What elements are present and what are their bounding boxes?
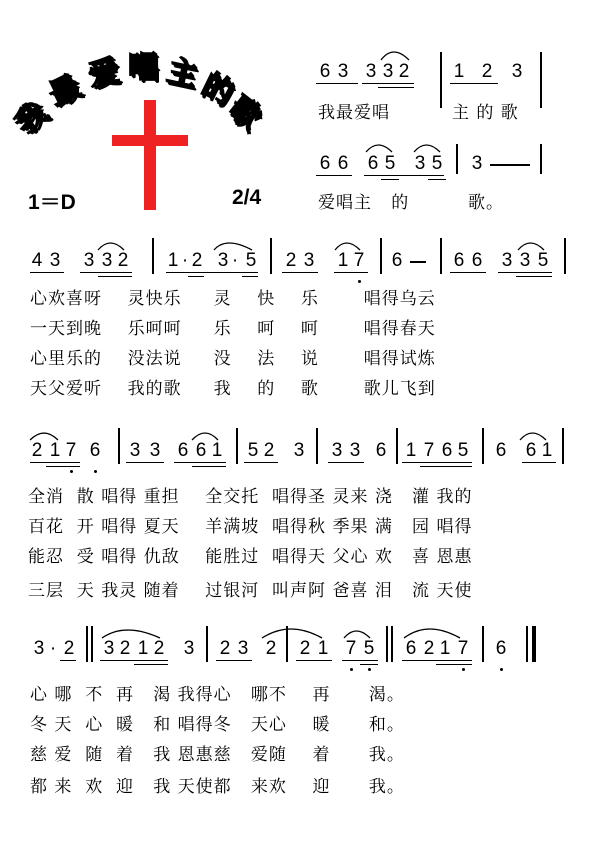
notation-line: 3 · 2 3 2 1 2 3 2 3 2 2 1 7 5 6 2 1 7 6 [30,638,570,664]
title-char: 我 [8,95,54,142]
slur [262,629,322,638]
verse-line: 全消 散 唱得 重担 全交托 唱得圣 灵来 浇 灌 我的 [28,487,473,507]
intro-lyric: 歌。 [468,193,504,213]
verse-line: 冬 天 心 暖 和 唱得冬 天心 暖 和。 [30,715,405,735]
note: 6 [319,153,331,174]
note: 3 [471,153,483,174]
note: 1 [453,61,465,82]
verse-line: 心 哪 不 再 渴 我得心 哪不 再 渴。 [30,685,405,705]
slur [518,243,544,250]
slur [192,433,218,440]
slur [404,629,460,638]
note: 6 [319,61,331,82]
title-char: 歌 [222,89,268,136]
intro-lyric: 爱唱主 的 [318,193,410,213]
title-char: 唱 [128,50,158,85]
verse-line: 三层 天 我灵 随着 过银河 叫声阿 爸喜 泪 流 天使 [28,581,473,601]
note: 3 [365,61,377,82]
time-signature: 2/4 [232,186,262,209]
verse-line: 都 来 欢 迎 我 天使都 来欢 迎 我。 [30,777,405,797]
slur [30,433,58,440]
slur [214,243,252,250]
notation-line: 4 3 3 3 2 1 · 2 3 · 5 2 3 1 7 6 6 6 3 3 5 [30,250,570,276]
title-char: 爱 [85,53,123,94]
slur [414,145,440,152]
slur [520,433,546,440]
verse-line: 天父爱听 我的歌 我 的 歌 歌儿飞到 [30,379,436,399]
key-signature: 1＝D [28,191,76,214]
note: 6 [337,153,349,174]
verse-line: 心里乐的 没法说 没 法 说 唱得试炼 [30,349,436,369]
slur [381,52,409,60]
slur [98,243,124,250]
slur [344,631,370,638]
verse-line: 百花 开 唱得 夏天 羊满坡 唱得秋 季果 满 园 唱得 [28,517,473,537]
slur [366,145,392,152]
note: 3 [382,61,394,82]
intro-lyric: 我最爱唱 [318,103,390,123]
title-char: 的 [196,66,239,112]
verse-line: 心欢喜呀 灵快乐 灵 快 乐 唱得乌云 [30,289,436,309]
note: 3 [337,61,349,82]
note: 3 [414,153,426,174]
note: 5 [431,153,443,174]
title-char: 主 [163,53,201,94]
verse-line: 慈 爱 随 着 我 恩惠慈 爱随 着 我。 [30,745,405,765]
note: 5 [384,153,396,174]
slur [102,630,160,638]
intro-lyric: 主 的 歌 [452,103,519,123]
verse-line: 能忍 受 唱得 仇敌 能胜过 唱得天 父心 欢 喜 恩惠 [28,547,473,567]
notation-line: 2 1 7 6 3 3 6 6 1 5 2 3 3 3 6 1 7 6 5 6 6 1 [30,440,570,466]
slur [335,243,360,250]
note: 2 [398,61,410,82]
verse-line: 一天到晚 乐呵呵 乐 呵 呵 唱得春天 [30,319,436,339]
note: 3 [511,61,523,82]
title-char: 最 [43,68,86,114]
note: 6 [367,153,379,174]
note: 2 [481,61,493,82]
